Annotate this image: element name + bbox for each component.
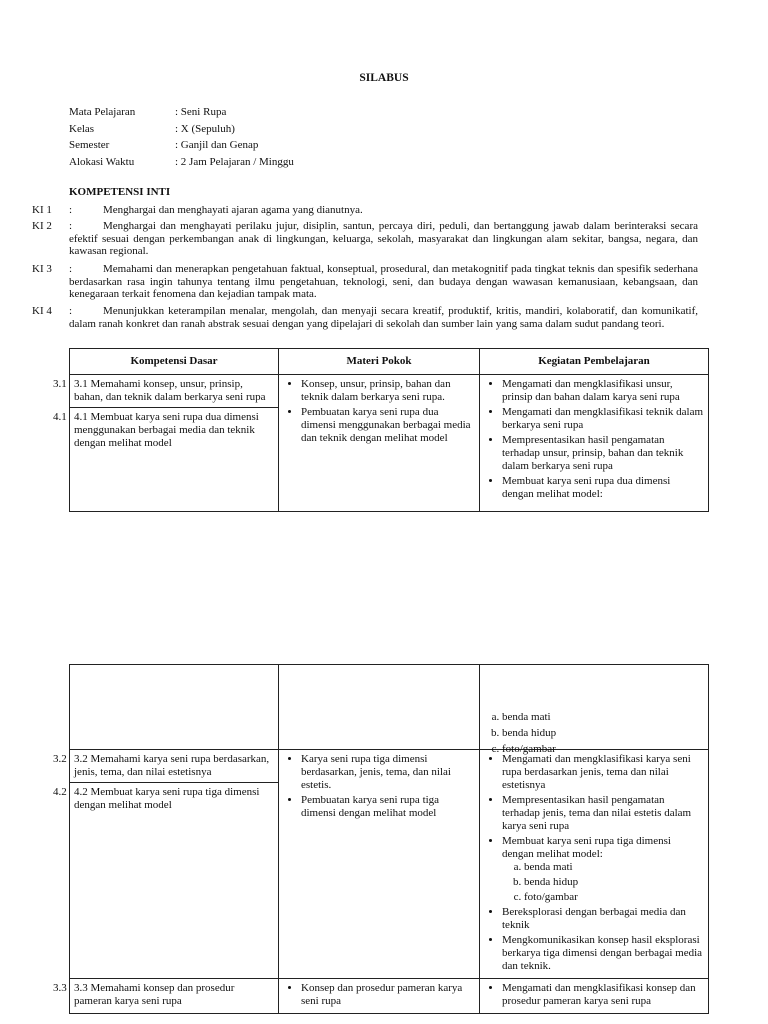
info-row: [69, 137, 294, 154]
ki-colon: :: [69, 204, 73, 216]
kegiatan-cell: [480, 750, 709, 979]
list-item: • Karya seni rupa tiga dimensi berdasarkan, jenis, tema, dan nilai estetis.: [301, 753, 475, 792]
info-key: Alokasi Waktu: [69, 155, 135, 168]
document-title: SILABUS: [359, 72, 409, 84]
list-item: • Mengamati dan mengklasifikasi karya seni rupa berdasarkan jenis, tema dan nilai estetisnya: [502, 753, 704, 792]
list-item: • Mempresentasikan hasil pengamatan terhadap jenis, tema dan nilai estetis dalam karya seni rupa: [502, 794, 704, 833]
list-item: • Mempresentasikan hasil pengamatan terhadap unsur, prinsip, bahan dan teknik dalam berkarya seni rupa: [502, 434, 704, 473]
ki-code: KI 3: [32, 263, 52, 275]
header-kompetensi-dasar: Kompetensi Dasar: [70, 349, 279, 375]
ki-colon: :: [69, 220, 73, 232]
materi-cell: [279, 979, 480, 1014]
model-sublist: [502, 861, 704, 904]
carryover-cell: [480, 665, 709, 755]
empty-cell: [279, 665, 480, 750]
kegiatan-cell: [480, 979, 709, 1014]
table-header-row: [70, 349, 709, 375]
kd-text: 4.1 Membuat karya seni rupa dua dimensi menggunakan berbagai media dan teknik dengan melihat model: [74, 411, 259, 449]
header-materi-pokok: Materi Pokok: [279, 349, 480, 375]
kegiatan-list: [484, 753, 704, 973]
carryover-list: [480, 711, 708, 759]
header-kegiatan: Kegiatan Pembelajaran: [480, 349, 709, 375]
kd-item: [53, 979, 278, 1011]
kd-item: [53, 782, 278, 815]
materi-cell: [279, 750, 480, 979]
info-row: [69, 121, 294, 138]
kd-cell: [53, 979, 279, 1014]
list-item-text: Membuat karya seni rupa tiga dimensi dengan melihat model:: [502, 835, 671, 860]
kd-number: 4.1: [53, 411, 67, 423]
kd-cell: [53, 375, 279, 512]
info-row: [69, 104, 294, 121]
list-item: • Konsep, unsur, prinsip, bahan dan teknik dalam berkarya seni rupa.: [301, 378, 475, 404]
table-row: [70, 375, 709, 512]
ki-text: Menunjukkan keterampilan menalar, mengolah, dan menyaji secara kreatif, produktif, kritis, mandiri, kolaboratif, dan komunikatif, dalam ranah konkret dan ranah abstrak sesuai dengan yang dipelajari di sekolah dan sumber lain yang sama dalam sudut pandang teori.: [69, 305, 698, 330]
ki-item: [32, 220, 698, 258]
kd-text: 3.2 Memahami karya seni rupa berdasarkan, jenis, tema, dan nilai estetisnya: [74, 753, 270, 778]
info-value: : Seni Rupa: [175, 106, 227, 118]
list-item: b. benda hidup: [502, 727, 708, 740]
table-row: [70, 750, 709, 979]
info-key: Mata Pelajaran: [69, 106, 136, 118]
kd-item: [53, 407, 278, 453]
list-item: a. benda mati: [502, 711, 708, 724]
list-item: • Pembuatan karya seni rupa dua dimensi menggunakan berbagai media dan teknik dengan melihat model: [301, 406, 475, 445]
materi-list: [283, 378, 475, 445]
subject-info: [69, 104, 294, 170]
kd-text: 3.1 Memahami konsep, unsur, prinsip, bahan, dan teknik dalam berkarya seni rupa: [74, 378, 266, 403]
materi-cell: [279, 375, 480, 512]
list-item: b. benda hidup: [524, 876, 704, 889]
list-item: • Membuat karya seni rupa dua dimensi dengan melihat model:: [502, 475, 704, 501]
list-item: c. foto/gambar: [502, 743, 708, 756]
kd-number: 3.1: [53, 378, 67, 390]
info-value: : Ganjil dan Genap: [175, 139, 259, 151]
kd-text: 4.2 Membuat karya seni rupa tiga dimensi dengan melihat model: [74, 786, 260, 811]
syllabus-table-2: [53, 664, 709, 1014]
kegiatan-list: [484, 378, 704, 501]
kd-number: 3.3: [53, 982, 67, 994]
list-item: c. foto/gambar: [524, 891, 704, 904]
kd-item: [53, 375, 278, 407]
ki-item: [32, 263, 698, 301]
table-row: [70, 665, 709, 750]
list-item: a. benda mati: [524, 861, 704, 874]
materi-list: [283, 982, 475, 1008]
kd-number: 3.2: [53, 753, 67, 765]
ki-colon: :: [69, 305, 73, 317]
kegiatan-list: [484, 982, 704, 1008]
list-item: • Konsep dan prosedur pameran karya seni rupa: [301, 982, 475, 1008]
ki-text: Memahami dan menerapkan pengetahuan faktual, konseptual, prosedural, dan metakognitif pada tingkat teknis dan spesifik sederhana berdasarkan rasa ingin tahunya tentang ilmu pengetahuan, teknologi, seni, dan budaya dengan wawasan kemanusiaan, kebangsaan, dan kenegaraan terkait fenomena dan kejadian tampak mata.: [69, 263, 698, 300]
ki-heading: KOMPETENSI INTI: [69, 186, 171, 198]
info-value: : 2 Jam Pelajaran / Minggu: [175, 155, 294, 168]
list-item: • Mengkomunikasikan konsep hasil eksplorasi berkarya tiga dimensi dengan berbagai media dan teknik.: [502, 934, 704, 973]
kegiatan-cell: [480, 375, 709, 512]
table-row: [70, 979, 709, 1014]
ki-code: KI 2: [32, 220, 52, 232]
ki-code: KI 4: [32, 305, 52, 317]
list-item: • Bereksplorasi dengan berbagai media dan teknik: [502, 906, 704, 932]
list-item: • Mengamati dan mengklasifikasi konsep dan prosedur pameran karya seni rupa: [502, 982, 704, 1008]
info-key: Semester: [69, 139, 110, 151]
ki-text: Menghargai dan menghayati ajaran agama yang dianutnya.: [103, 204, 363, 216]
kd-item: [53, 750, 278, 782]
empty-cell: [70, 665, 279, 750]
ki-code: KI 1: [32, 204, 52, 216]
syllabus-table-1: [53, 348, 709, 512]
list-item: [502, 835, 704, 904]
ki-item: [32, 305, 698, 330]
info-row: [69, 154, 294, 171]
ki-item: [32, 204, 698, 217]
list-item: • Mengamati dan mengklasifikasi unsur, prinsip dan bahan dalam karya seni rupa: [502, 378, 704, 404]
info-value: : X (Sepuluh): [175, 122, 235, 135]
info-key: Kelas: [69, 122, 95, 135]
list-item: • Pembuatan karya seni rupa tiga dimensi dengan melihat model: [301, 794, 475, 820]
ki-text: Menghargai dan menghayati perilaku jujur, disiplin, santun, percaya diri, peduli, dan bertanggung jawab dalam berinteraksi secara efektif sesuai dengan perkembangan anak di lingkungan, keluarga, sekolah, masyarakat dan lingkungan alam sekitar, bangsa, negara, dan kawasan regional.: [69, 220, 698, 257]
materi-list: [283, 753, 475, 820]
ki-colon: :: [69, 263, 73, 275]
kd-text: 3.3 Memahami konsep dan prosedur pameran karya seni rupa: [74, 982, 235, 1007]
kd-number: 4.2: [53, 786, 67, 798]
list-item: • Mengamati dan mengklasifikasi teknik dalam berkarya seni rupa: [502, 406, 704, 432]
kd-cell: [53, 750, 279, 979]
